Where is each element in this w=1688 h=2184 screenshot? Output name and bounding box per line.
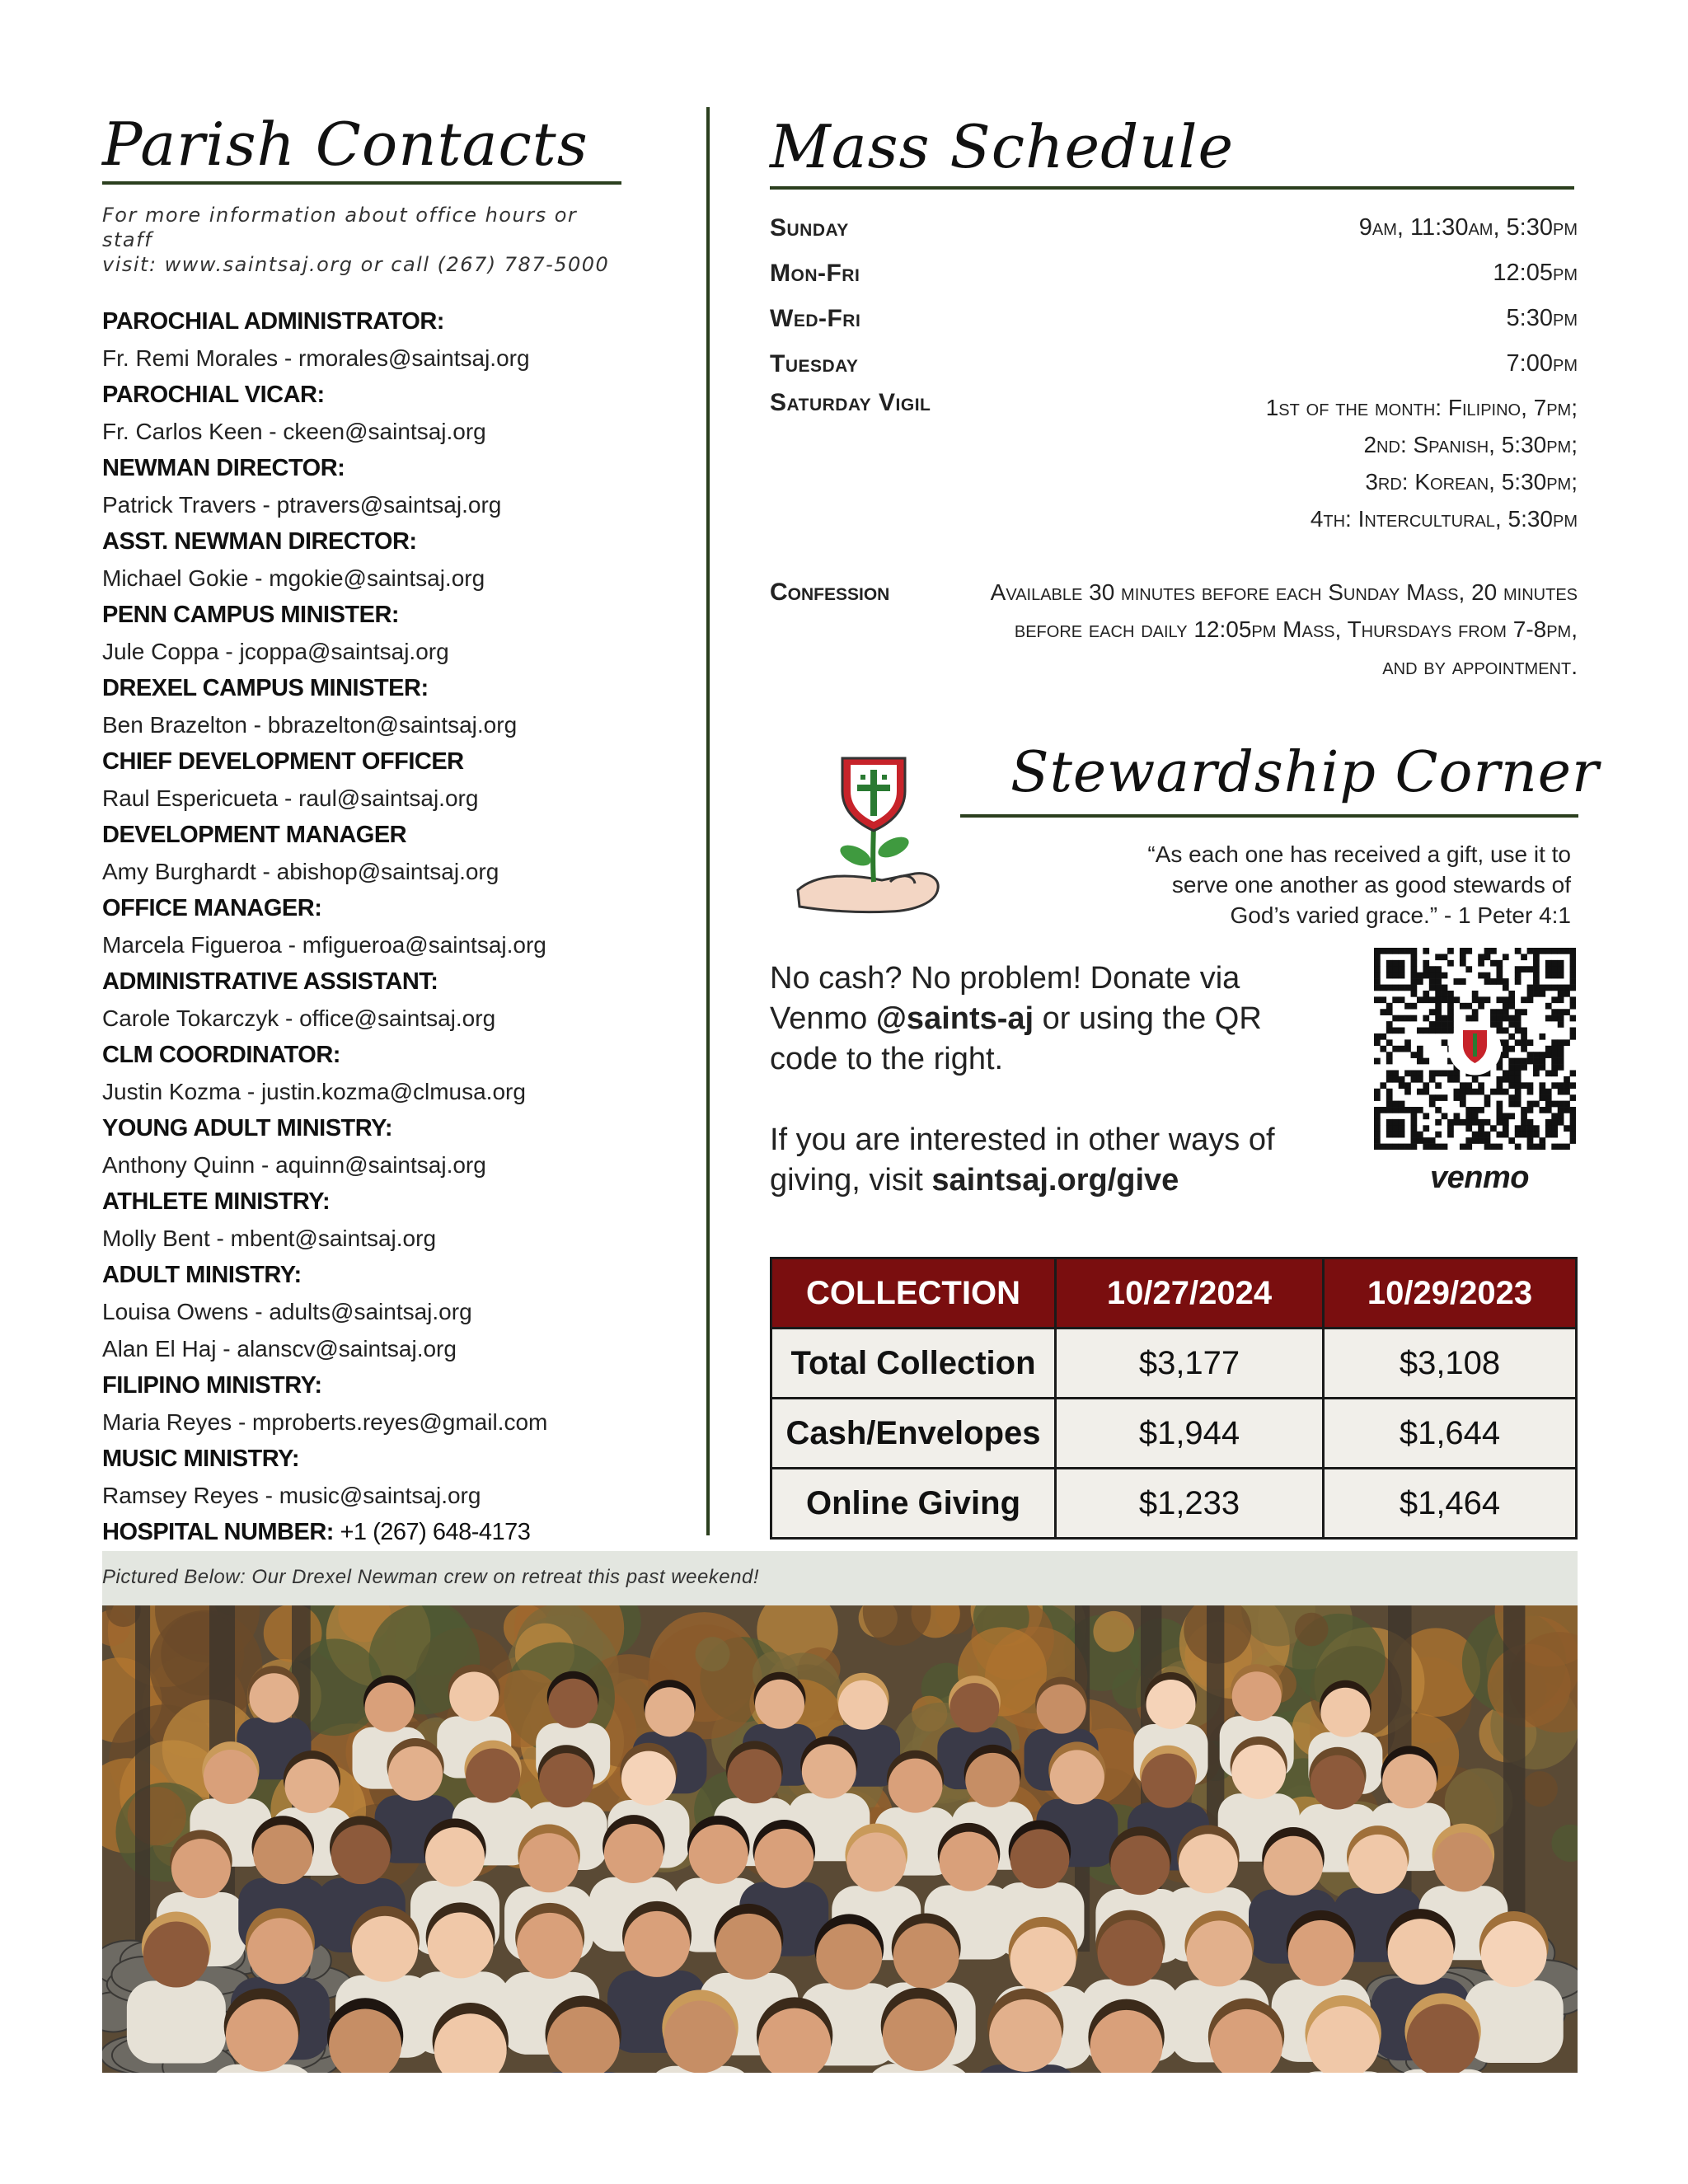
hospital-phone: +1 (267) 648-4173	[333, 1519, 531, 1545]
contact-detail: Amy Burghardt - abishop@saintsaj.org	[102, 859, 499, 884]
contact-role: ADULT MINISTRY:	[102, 1262, 302, 1288]
collection-header: 10/29/2023	[1324, 1258, 1577, 1329]
contact-entry	[102, 1110, 621, 1183]
schedule-row	[770, 305, 1578, 350]
contact-role: YOUNG ADULT MINISTRY:	[102, 1115, 392, 1141]
give-link[interactable]: saintsaj.org/give	[931, 1163, 1179, 1197]
schedule-day: Tuesday	[770, 350, 859, 377]
collection-header-row	[771, 1258, 1577, 1329]
schedule-day: Mon-Fri	[770, 260, 860, 287]
contact-role: DEVELOPMENT MANAGER	[102, 822, 407, 848]
row-label: Total Collection	[771, 1329, 1056, 1399]
stewardship-title: Stewardship Corner	[1010, 740, 1600, 805]
schedule-day: Wed-Fri	[770, 305, 861, 332]
parish-contacts-section	[102, 107, 621, 1550]
schedule-time: 7:00pm	[1506, 350, 1578, 377]
contact-detail: Jule Coppa - jcoppa@saintsaj.org	[102, 639, 449, 664]
photo-caption: Pictured Below: Our Drexel Newman crew on retreat this past weekend!	[102, 1566, 759, 1588]
contact-role: DREXEL CAMPUS MINISTER:	[102, 675, 429, 701]
contact-detail: Justin Kozma - justin.kozma@clmusa.org	[102, 1079, 526, 1104]
contact-entry	[102, 1367, 621, 1441]
contact-detail: Fr. Carlos Keen - ckeen@saintsaj.org	[102, 419, 486, 444]
contact-entry	[102, 670, 621, 743]
row-value: $1,233	[1056, 1469, 1324, 1539]
contact-role: MUSIC MINISTRY:	[102, 1446, 299, 1472]
contact-entry	[102, 1183, 621, 1257]
collection-header: COLLECTION	[771, 1258, 1056, 1329]
contact-detail: Patrick Travers - ptravers@saintsaj.org	[102, 492, 502, 518]
contact-detail: Alan El Haj - alanscv@saintsaj.org	[102, 1336, 457, 1361]
contact-entry	[102, 450, 621, 523]
stewardship-logo	[791, 750, 948, 923]
contacts-title-rule	[102, 181, 621, 185]
row-value: $3,108	[1324, 1329, 1577, 1399]
mass-schedule-section	[770, 107, 1578, 694]
contact-detail: Anthony Quinn - aquinn@saintsaj.org	[102, 1152, 486, 1178]
donate-text: Venmo	[770, 1001, 876, 1036]
contact-entry	[102, 817, 621, 890]
schedule-day: Saturday Vigil	[770, 389, 931, 416]
table-row	[771, 1329, 1577, 1399]
collection-table	[770, 1257, 1578, 1540]
confession-text: Available 30 minutes before each Sunday Mass, 20 minutes before each daily 12:05pm Mass, Thursdays from 7-8pm, and by appointment.	[990, 579, 1578, 679]
collection-header: 10/27/2024	[1056, 1258, 1324, 1329]
donate-line	[770, 999, 1330, 1039]
contact-role: FILIPINO MINISTRY:	[102, 1372, 322, 1399]
contact-entry	[102, 597, 621, 670]
row-value: $1,644	[1324, 1399, 1577, 1469]
stewardship-title-rule	[960, 814, 1578, 818]
contact-detail: Marcela Figueroa - mfigueroa@saintsaj.org	[102, 932, 546, 958]
parish-contacts-title: Parish Contacts	[102, 110, 588, 179]
contact-entry	[102, 1037, 621, 1110]
give-text: giving, visit	[770, 1163, 932, 1197]
contact-entry	[102, 1441, 621, 1514]
schedule-time: 12:05pm	[1493, 260, 1578, 286]
mass-schedule-title: Mass Schedule	[770, 112, 1235, 181]
donate-text: or using the QR	[1034, 1001, 1262, 1036]
schedule-day: Sunday	[770, 214, 849, 241]
contacts-note-line: For more information about office hours or staff	[102, 204, 578, 251]
vigil-line: 2nd: Spanish, 5:30pm;	[1363, 432, 1578, 457]
contact-role: CHIEF DEVELOPMENT OFFICER	[102, 748, 464, 775]
venmo-handle[interactable]: @saints-aj	[875, 1001, 1034, 1036]
donate-line: code to the right.	[770, 1042, 1004, 1076]
column-divider	[706, 107, 710, 1535]
row-value: $1,464	[1324, 1469, 1577, 1539]
vigil-line: 4th: Intercultural, 5:30pm	[1310, 506, 1578, 532]
schedule-row	[770, 214, 1578, 260]
row-value: $1,944	[1056, 1399, 1324, 1469]
quote-line: serve one another as good stewards of	[1171, 872, 1571, 898]
contacts-note	[102, 203, 621, 277]
vigil-line: 3rd: Korean, 5:30pm;	[1365, 469, 1578, 494]
contact-detail: Ben Brazelton - bbrazelton@saintsaj.org	[102, 712, 518, 738]
confession-row	[770, 579, 1578, 694]
contact-entry	[102, 963, 621, 1037]
contact-detail: Fr. Remi Morales - rmorales@saintsaj.org	[102, 345, 530, 371]
contact-role: ADMINISTRATIVE ASSISTANT:	[102, 968, 438, 995]
hospital-number	[102, 1514, 621, 1550]
table-row	[771, 1469, 1577, 1539]
table-row	[771, 1399, 1577, 1469]
row-label: Cash/Envelopes	[771, 1399, 1056, 1469]
contact-list	[102, 303, 621, 1550]
donation-info	[770, 958, 1330, 1201]
hospital-label: HOSPITAL NUMBER:	[102, 1519, 334, 1545]
row-label: Online Giving	[771, 1469, 1056, 1539]
contact-entry	[102, 890, 621, 963]
contact-entry	[102, 523, 621, 597]
contact-detail: Maria Reyes - mproberts.reyes@gmail.com	[102, 1409, 548, 1435]
give-line: If you are interested in other ways of	[770, 1122, 1275, 1157]
donate-line: No cash? No problem! Donate via	[770, 961, 1240, 996]
contact-role: PENN CAMPUS MINISTER:	[102, 602, 400, 628]
schedule-time: 5:30pm	[1506, 305, 1578, 331]
contact-role: PAROCHIAL ADMINISTRATOR:	[102, 308, 444, 335]
contact-role: ATHLETE MINISTRY:	[102, 1188, 331, 1215]
group-photo	[102, 1605, 1578, 2073]
contact-entry	[102, 743, 621, 817]
contact-role: CLM COORDINATOR:	[102, 1042, 340, 1068]
contact-detail: Carole Tokarczyk - office@saintsaj.org	[102, 1005, 496, 1031]
contact-entry	[102, 1257, 621, 1367]
row-value: $3,177	[1056, 1329, 1324, 1399]
schedule-time: 9am, 11:30am, 5:30pm	[1358, 214, 1578, 241]
contact-role: OFFICE MANAGER:	[102, 895, 322, 921]
saturday-vigil	[770, 389, 1578, 537]
give-line	[770, 1160, 1330, 1201]
contact-detail: Molly Bent - mbent@saintsaj.org	[102, 1226, 437, 1251]
quote-line: God’s varied grace.” - 1 Peter 4:1	[1230, 902, 1571, 928]
contact-role: ASST. NEWMAN DIRECTOR:	[102, 528, 417, 555]
photo-caption-bar	[102, 1551, 1578, 1605]
schedule-row	[770, 260, 1578, 305]
contact-detail: Michael Gokie - mgokie@saintsaj.org	[102, 565, 485, 591]
venmo-qr-code[interactable]	[1374, 948, 1576, 1150]
quote-line: “As each one has received a gift, use it to	[1147, 841, 1571, 867]
contact-detail: Raul Espericueta - raul@saintsaj.org	[102, 785, 479, 811]
contact-entry	[102, 377, 621, 450]
stewardship-quote	[1022, 839, 1571, 930]
contact-detail: Louisa Owens - adults@saintsaj.org	[102, 1299, 472, 1324]
confession-label: Confession	[770, 579, 890, 606]
vigil-line: 1st of the month: Filipino, 7pm;	[1265, 395, 1578, 420]
contact-role: NEWMAN DIRECTOR:	[102, 455, 345, 481]
contacts-note-line: visit: www.saintsaj.org or call (267) 787-5000	[102, 253, 610, 276]
contact-detail: Ramsey Reyes - music@saintsaj.org	[102, 1483, 481, 1508]
venmo-logo: venmo	[1430, 1160, 1529, 1195]
schedule-row	[770, 350, 1578, 389]
contact-entry	[102, 303, 621, 377]
contact-role: PAROCHIAL VICAR:	[102, 382, 325, 408]
